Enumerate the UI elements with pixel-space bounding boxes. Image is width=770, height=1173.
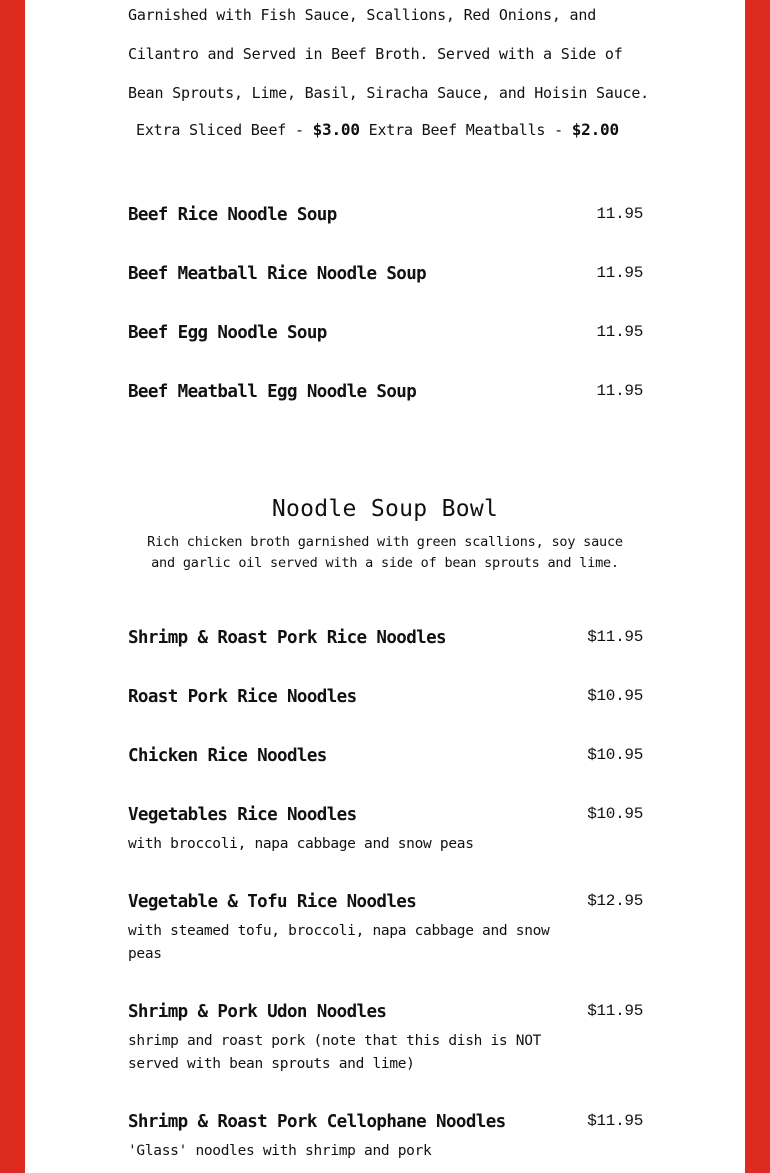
item-name: Chicken Rice Noodles — [128, 746, 327, 766]
item-name: Beef Meatball Egg Noodle Soup — [128, 382, 417, 402]
item-name: Vegetables Rice Noodles — [128, 805, 357, 825]
section-description: Rich chicken broth garnished with green scallions, soy sauce and garlic oil served with a side of bean sprouts and lime. — [147, 534, 623, 571]
item-price: $10.95 — [587, 687, 643, 705]
item-name: Shrimp & Roast Pork Rice Noodles — [128, 628, 446, 648]
item-price: 11.95 — [596, 382, 643, 400]
item-name: Beef Rice Noodle Soup — [128, 205, 337, 225]
description-line: Bean Sprouts, Lime, Basil, Siracha Sauce, and Hoisin Sauce. — [128, 84, 650, 102]
item-description: 'Glass' noodles with shrimp and pork — [128, 1143, 432, 1159]
item-name: Vegetable & Tofu Rice Noodles — [128, 892, 417, 912]
item-price: $12.95 — [587, 892, 643, 910]
item-price: $10.95 — [587, 805, 643, 823]
item-price: 11.95 — [596, 264, 643, 282]
beef-extras — [136, 120, 619, 139]
description-line: Cilantro and Served in Beef Broth. Served with a Side of — [128, 45, 623, 63]
extra-meatball-label: Extra Beef Meatballs - — [359, 121, 572, 139]
item-name: Shrimp & Roast Pork Cellophane Noodles — [128, 1112, 506, 1132]
item-description: shrimp and roast pork (note that this dish is NOT served with bean sprouts and lime) — [128, 1033, 542, 1072]
item-name: Beef Egg Noodle Soup — [128, 323, 327, 343]
item-price: $10.95 — [587, 746, 643, 764]
item-price: $11.95 — [587, 628, 643, 646]
item-description: with broccoli, napa cabbage and snow peas — [128, 836, 474, 852]
item-price: $11.95 — [587, 1002, 643, 1020]
menu-page — [25, 0, 745, 1173]
item-description: with steamed tofu, broccoli, napa cabbage and snow peas — [128, 923, 550, 962]
extra-meatball-price: $2.00 — [571, 120, 619, 139]
item-name: Shrimp & Pork Udon Noodles — [128, 1002, 387, 1022]
item-price: 11.95 — [596, 323, 643, 341]
item-name: Beef Meatball Rice Noodle Soup — [128, 264, 427, 284]
item-price: 11.95 — [596, 205, 643, 223]
extra-beef-price: $3.00 — [312, 120, 360, 139]
item-price: $11.95 — [587, 1112, 643, 1130]
description-line: Garnished with Fish Sauce, Scallions, Red Onions, and — [128, 6, 597, 24]
section-title: Noodle Soup Bowl — [271, 496, 499, 522]
item-name: Roast Pork Rice Noodles — [128, 687, 357, 707]
extra-beef-label: Extra Sliced Beef - — [136, 121, 313, 139]
